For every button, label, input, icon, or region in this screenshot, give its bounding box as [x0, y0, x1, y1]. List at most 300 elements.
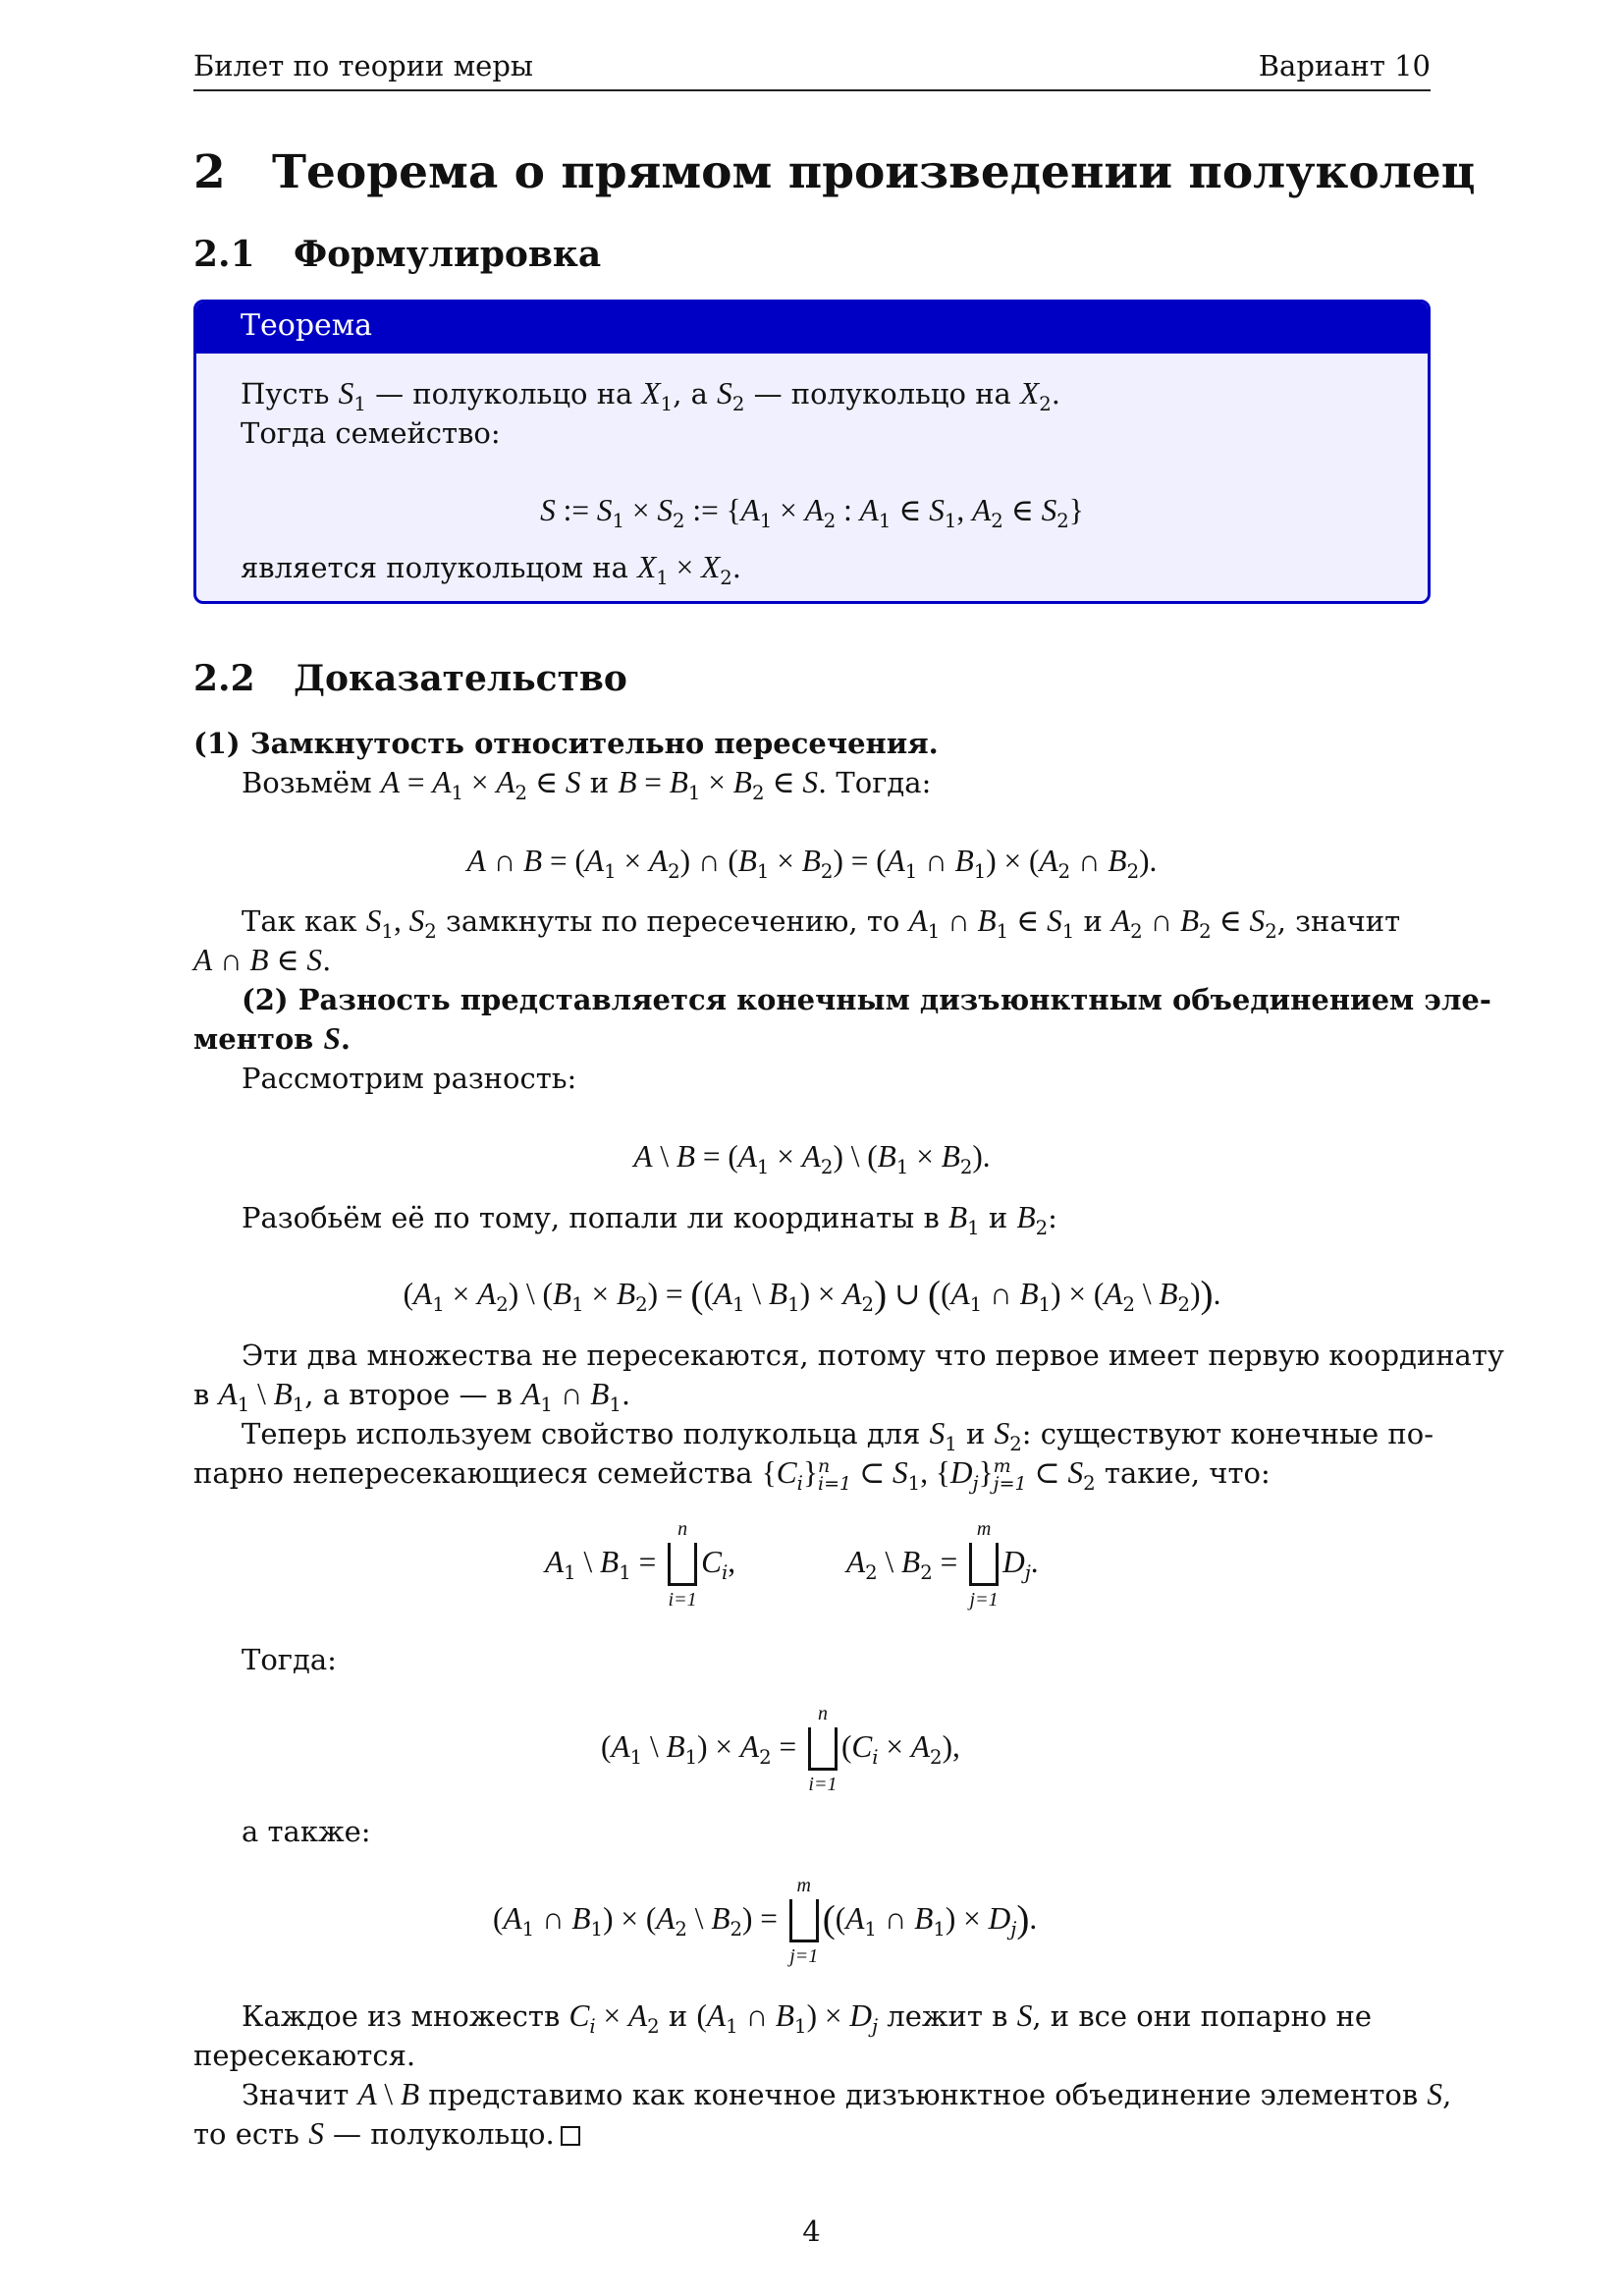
proof-line: [242, 1336, 1504, 1375]
big-disjoint-union-symbol: [808, 1702, 838, 1796]
math-operator: (: [696, 1998, 707, 2033]
math-variable: D: [949, 1455, 973, 1490]
math-variable: A: [477, 1277, 497, 1311]
math-operator: \: [1135, 1277, 1160, 1311]
math-subscript: 2: [865, 1560, 878, 1584]
math-variable: A: [908, 903, 928, 938]
math-operator: (: [835, 1901, 846, 1936]
theorem-box-header: [196, 302, 1428, 354]
math-operator: (: [703, 1277, 714, 1311]
math-operator: ) × (: [1051, 1277, 1105, 1311]
math-subscript: j: [871, 2014, 879, 2038]
math-subscript: 1: [933, 1917, 946, 1941]
math-subscript: 1: [381, 919, 394, 943]
disjoint-union-icon: [668, 1543, 697, 1586]
disjoint-union-icon: [969, 1543, 999, 1586]
math-operator: ∩: [1142, 903, 1180, 938]
math-subscript: j: [1024, 1560, 1031, 1584]
math-operator: ×: [444, 1277, 478, 1311]
math-subscript: 2: [759, 1745, 772, 1769]
equation: [601, 1702, 960, 1796]
math-subscript: 2: [1056, 509, 1069, 532]
math-subscript: 2: [647, 2014, 660, 2038]
math-big-paren: (: [928, 1274, 942, 1316]
math-variable: A: [706, 1998, 727, 2033]
math-variable: A: [804, 493, 824, 527]
proof-line: [242, 1640, 337, 1679]
math-variable: A: [1111, 903, 1131, 938]
math-variable: A: [950, 1277, 970, 1311]
math-subscript: 2: [1126, 859, 1140, 883]
math-subscript: 2: [920, 1560, 933, 1584]
text-run: Возьмём: [242, 766, 381, 799]
math-big-paren: (: [690, 1274, 704, 1316]
equation: [846, 1517, 1039, 1612]
text-run: , и все они попарно не: [1032, 1999, 1373, 2033]
math-variable: A: [910, 1729, 931, 1764]
math-subscript: 1: [756, 859, 770, 883]
section-heading: [193, 145, 1475, 199]
math-variable: S: [1041, 493, 1057, 527]
math-operator: ∈: [1008, 903, 1048, 938]
math-variable: S: [365, 903, 382, 938]
math-operator: :=: [555, 493, 597, 527]
math-subscript: 2: [1265, 919, 1277, 943]
math-subscript: 2: [673, 509, 685, 532]
math-subscript: 2: [959, 1155, 973, 1178]
text-run: замкнуты по пересечению, то: [436, 904, 909, 938]
math-big-paren: (: [822, 1898, 836, 1941]
math-variable: B: [901, 1545, 921, 1579]
math-subscript: 1: [794, 2014, 807, 2038]
math-operator: ,: [956, 493, 973, 527]
proof-line-final: [193, 2114, 580, 2154]
math-operator: (: [403, 1277, 414, 1311]
math-variable: B: [618, 765, 637, 799]
math-variable: S: [929, 493, 945, 527]
math-operator: := {: [684, 493, 741, 527]
math-variable: B: [552, 1277, 572, 1311]
text-run: , а второе — в: [304, 1378, 522, 1411]
math-operator: ×: [595, 1998, 629, 2033]
math-variable: A: [584, 844, 605, 878]
math-variable: A: [737, 1139, 757, 1174]
math-operator: .: [1029, 1901, 1038, 1936]
math-subscript: 2: [675, 1917, 687, 1941]
subsection-number: 2.1: [193, 234, 255, 275]
math-subscript: i=1: [818, 1473, 852, 1495]
math-operator: \: [249, 1377, 274, 1411]
math-variable: B: [732, 765, 752, 799]
text-run: .: [1051, 377, 1060, 410]
math-subscript: 1: [726, 2014, 738, 2038]
math-variable: B: [775, 1998, 795, 2033]
math-variable: S: [1249, 903, 1266, 938]
theorem-title: Теорема: [241, 308, 373, 343]
math-variable: B: [249, 943, 269, 977]
math-subscript: i: [589, 2014, 596, 2038]
math-operator: ×: [583, 1277, 617, 1311]
subsection-heading-proof: [193, 658, 627, 699]
math-subscript: 1: [564, 1560, 576, 1584]
theorem-line: [241, 548, 741, 587]
math-operator: ×: [908, 1139, 942, 1174]
math-subscript: i: [796, 1471, 803, 1495]
math-variable: A: [521, 1377, 541, 1411]
math-variable: X: [701, 550, 721, 584]
math-operator: ) ×: [799, 1277, 843, 1311]
math-operator: = (: [542, 844, 585, 878]
math-variable: A: [846, 1545, 866, 1579]
text-run: :: [1048, 1201, 1057, 1234]
math-subscript: 2: [424, 919, 437, 943]
math-operator: ) =: [742, 1901, 785, 1936]
math-limits: [818, 1457, 851, 1493]
math-operator: ∪: [887, 1277, 929, 1311]
math-operator: }: [1068, 493, 1084, 527]
text-run: является полукольцом на: [241, 551, 638, 584]
math-variable: S: [1016, 1998, 1033, 2033]
math-operator: (: [840, 1729, 852, 1764]
proof-part1-heading: (1) Замкнутость относительно пересечения.: [193, 727, 939, 760]
math-variable: S: [802, 765, 818, 799]
math-operator: (: [941, 1277, 951, 1311]
math-subscript: i: [872, 1745, 879, 1769]
math-variable: B: [1159, 1277, 1178, 1311]
math-variable: A: [1039, 844, 1058, 878]
lower-limit: i=1: [668, 1589, 697, 1611]
math-subscript: 2: [668, 859, 680, 883]
math-operator: ) ×: [945, 1901, 989, 1936]
text-run: а также:: [242, 1815, 371, 1848]
upper-limit: n: [677, 1518, 688, 1540]
math-subscript: 2: [820, 1155, 834, 1178]
math-variable: A: [503, 1901, 522, 1936]
math-operator: (: [601, 1729, 612, 1764]
math-subscript: 1: [1038, 1292, 1052, 1316]
math-subscript: 1: [732, 1292, 745, 1316]
math-variable: A: [972, 493, 992, 527]
text-run: Эти два множества не пересекаются, потому что первое имеет первую координату: [242, 1339, 1504, 1372]
math-operator: ⊂: [1026, 1455, 1068, 1490]
math-variable: A: [648, 844, 669, 878]
math-subscript: 1: [604, 859, 617, 883]
math-operator: ×: [616, 844, 649, 878]
math-variable: B: [666, 1729, 685, 1764]
math-subscript: 2: [861, 1292, 875, 1316]
math-operator: ∈: [1211, 903, 1250, 938]
math-operator: ) × (: [986, 844, 1040, 878]
math-operator: ∩: [917, 844, 955, 878]
math-superscript: n: [818, 1455, 831, 1477]
math-operator: ) \ (: [833, 1139, 878, 1174]
math-subscript: 1: [660, 392, 674, 415]
math-variable: D: [988, 1901, 1011, 1936]
math-variable: S: [323, 1021, 341, 1056]
math-variable: D: [849, 1998, 872, 2033]
math-operator: .: [1213, 1277, 1221, 1311]
math-operator: \: [652, 1139, 676, 1174]
math-operator: ).: [972, 1139, 991, 1174]
math-variable: S: [717, 376, 732, 410]
text-run: Рассмотрим разность:: [242, 1062, 577, 1095]
math-subscript: 1: [521, 1917, 535, 1941]
math-operator: ∈: [268, 943, 307, 977]
proof-line: [242, 2075, 1451, 2114]
math-big-paren: ): [1016, 1898, 1030, 1941]
math-subscript: 1: [612, 509, 625, 532]
math-variable: B: [273, 1377, 293, 1411]
math-variable: C: [851, 1729, 873, 1764]
subsection-title: Доказательство: [294, 658, 627, 699]
math-subscript: 1: [864, 1917, 877, 1941]
math-operator: ∩: [212, 943, 250, 977]
math-operator: ⊂: [851, 1455, 893, 1490]
math-subscript: 1: [656, 566, 669, 589]
math-subscript: 2: [1035, 1216, 1049, 1239]
math-operator: \: [376, 2077, 401, 2111]
text-run: Разобьём её по тому, попали ли координаты в: [242, 1201, 949, 1234]
equation: [493, 1874, 1037, 1968]
text-run: и: [659, 1999, 697, 2033]
section-title: Теорема о прямом произведении полуколец: [272, 145, 1476, 199]
math-variable: B: [801, 844, 821, 878]
math-operator: ) = (: [833, 844, 887, 878]
text-run: в: [193, 1378, 219, 1411]
math-variable: S: [596, 493, 613, 527]
math-subscript: 2: [496, 1292, 509, 1316]
math-subscript: 2: [731, 392, 745, 415]
math-subscript: 2: [1122, 1292, 1136, 1316]
math-variable: A: [628, 1998, 648, 2033]
math-operator: ×: [700, 765, 733, 799]
math-variable: C: [776, 1455, 797, 1490]
text-run: . Тогда:: [817, 766, 932, 799]
math-variable: A: [740, 493, 760, 527]
math-operator: =: [400, 765, 433, 799]
math-operator: ∩: [940, 903, 978, 938]
math-subscript: 1: [619, 1560, 631, 1584]
text-run: ,: [1442, 2078, 1452, 2111]
equation: [193, 842, 1431, 881]
math-operator: :: [836, 493, 860, 527]
disjoint-union-icon: [789, 1899, 819, 1942]
math-variable: X: [637, 550, 657, 584]
math-subscript: 1: [590, 1917, 604, 1941]
math-variable: A: [218, 1377, 238, 1411]
text-run: — полукольцо на: [365, 377, 642, 410]
math-operator: \: [642, 1729, 667, 1764]
text-run: Тогда:: [242, 1643, 337, 1676]
math-variable: A: [380, 765, 401, 799]
math-variable: S: [1067, 1455, 1084, 1490]
math-operator: ×: [463, 765, 497, 799]
math-variable: S: [929, 1416, 946, 1450]
proof-line: [242, 1198, 1057, 1237]
math-big-paren: ): [1200, 1274, 1214, 1316]
proof-line: [193, 1375, 630, 1414]
math-operator: ×: [769, 1139, 802, 1174]
math-subscript: 1: [756, 1155, 770, 1178]
math-operator: =: [771, 1729, 804, 1764]
math-subscript: 1: [687, 781, 701, 804]
math-variable: B: [1108, 844, 1127, 878]
math-variable: B: [400, 2077, 420, 2111]
math-subscript: 2: [1177, 1292, 1191, 1316]
math-subscript: 2: [820, 859, 834, 883]
math-subscript: j=1: [993, 1473, 1027, 1495]
math-variable: B: [877, 1139, 896, 1174]
text-run: и: [1074, 904, 1112, 938]
text-run: пересекаются.: [193, 2039, 416, 2072]
math-operator: ∈: [891, 493, 930, 527]
lower-limit: i=1: [808, 1774, 838, 1795]
math-variable: A: [611, 1729, 630, 1764]
math-operator: ) ×: [697, 1729, 740, 1764]
math-variable: B: [914, 1901, 934, 1936]
text-run: Каждое из множеств: [242, 1999, 569, 2033]
math-variable: A: [845, 1901, 865, 1936]
math-operator: ),: [942, 1729, 960, 1764]
math-variable: A: [842, 1277, 862, 1311]
math-variable: A: [496, 765, 515, 799]
math-variable: A: [357, 2077, 377, 2111]
math-variable: S: [308, 2116, 324, 2151]
math-operator: ∈: [764, 765, 803, 799]
math-operator: ∩: [876, 1901, 915, 1936]
math-operator: \: [877, 1545, 902, 1579]
proof-line: [242, 1996, 1372, 2036]
math-subscript: 2: [823, 509, 837, 532]
math-operator: ×: [878, 1729, 911, 1764]
math-variable: A: [656, 1901, 676, 1936]
math-variable: S: [994, 1416, 1010, 1450]
equation: [193, 1275, 1431, 1315]
math-operator: ×: [769, 844, 802, 878]
math-variable: B: [737, 844, 757, 878]
math-variable: B: [1016, 1200, 1036, 1234]
disjoint-union-icon: [808, 1727, 838, 1771]
math-subscript: 2: [1039, 392, 1052, 415]
math-variable: A: [886, 844, 905, 878]
math-subscript: 1: [629, 1745, 643, 1769]
bold-run: .: [340, 1022, 351, 1056]
math-variable: B: [600, 1545, 620, 1579]
math-subscript: 2: [1057, 859, 1071, 883]
math-operator: {: [761, 1455, 777, 1490]
running-header-left: Билет по теории меры: [193, 49, 533, 82]
math-operator: ∩: [552, 1377, 591, 1411]
math-operator: ∈: [527, 765, 566, 799]
big-disjoint-union-symbol: [969, 1517, 999, 1612]
text-run: , а: [673, 377, 718, 410]
text-run: лежит в: [878, 1999, 1017, 2033]
upper-limit: m: [976, 1518, 992, 1540]
math-subscript: 2: [930, 1745, 943, 1769]
math-subscript: 1: [973, 859, 987, 883]
proof-line: [242, 1414, 1434, 1453]
lower-limit: j=1: [969, 1589, 999, 1611]
upper-limit: n: [817, 1703, 828, 1724]
math-variable: A: [413, 1277, 433, 1311]
upper-limit: m: [796, 1875, 811, 1896]
math-subscript: 2: [730, 1917, 742, 1941]
math-subscript: 1: [292, 1393, 305, 1416]
text-run: и: [979, 1201, 1017, 1234]
math-variable: B: [590, 1377, 610, 1411]
math-big-paren: ): [874, 1274, 888, 1316]
math-subscript: 2: [1009, 1432, 1022, 1455]
math-operator: =: [636, 765, 670, 799]
text-run: Пусть: [241, 377, 339, 410]
math-subscript: 1: [996, 919, 1009, 943]
math-subscript: 1: [540, 1393, 553, 1416]
math-subscript: 1: [432, 1292, 445, 1316]
math-operator: ) =: [647, 1277, 691, 1311]
text-run: .: [621, 1378, 631, 1411]
math-variable: B: [768, 1277, 788, 1311]
math-variable: A: [1104, 1277, 1123, 1311]
proof-line: [242, 902, 1400, 941]
math-variable: X: [1020, 376, 1040, 410]
math-variable: S: [338, 376, 354, 410]
math-operator: ) × (: [603, 1901, 657, 1936]
math-subscript: 1: [945, 1432, 957, 1455]
math-variable: B: [669, 765, 688, 799]
math-subscript: 1: [1061, 919, 1075, 943]
math-subscript: 2: [514, 781, 528, 804]
big-disjoint-union-symbol: [789, 1874, 819, 1968]
text-run: .: [731, 551, 742, 584]
math-subscript: 1: [878, 509, 892, 532]
math-variable: A: [859, 493, 879, 527]
math-operator: }: [802, 1455, 819, 1490]
math-subscript: 1: [969, 1292, 983, 1316]
text-run: представимо как конечное дизъюнктное объединение элементов: [419, 2078, 1428, 2111]
math-variable: S: [306, 943, 323, 977]
math-operator: ×: [668, 550, 702, 584]
proof-line: [193, 1453, 1271, 1493]
page-number: 4: [802, 2214, 821, 2248]
math-variable: B: [616, 1277, 636, 1311]
proof-line: [193, 2036, 415, 2075]
text-run: и: [956, 1417, 995, 1450]
text-run: .: [322, 944, 332, 977]
math-operator: \: [744, 1277, 769, 1311]
proof-line: [193, 941, 331, 980]
math-variable: B: [523, 844, 543, 878]
proof-part2-heading-cont: [193, 1019, 351, 1059]
math-variable: A: [633, 1139, 653, 1174]
math-subscript: 2: [1130, 919, 1143, 943]
math-variable: B: [711, 1901, 730, 1936]
text-run: — полукольцо.: [323, 2117, 555, 2151]
math-operator: , {: [920, 1455, 950, 1490]
math-operator: =: [630, 1545, 665, 1579]
math-subscript: 2: [1083, 1471, 1096, 1495]
math-operator: \: [686, 1901, 712, 1936]
math-operator: ) \ (: [508, 1277, 553, 1311]
math-variable: C: [701, 1545, 722, 1579]
math-operator: ) ∩ (: [679, 844, 738, 878]
text-run: : существуют конечные по-: [1021, 1417, 1434, 1450]
text-run: Тогда семейство:: [241, 416, 501, 450]
math-operator: ×: [772, 493, 805, 527]
math-operator: ) ×: [806, 1998, 850, 2033]
math-variable: B: [571, 1901, 591, 1936]
math-operator: .: [1030, 1545, 1039, 1579]
equation: [193, 1137, 1431, 1176]
